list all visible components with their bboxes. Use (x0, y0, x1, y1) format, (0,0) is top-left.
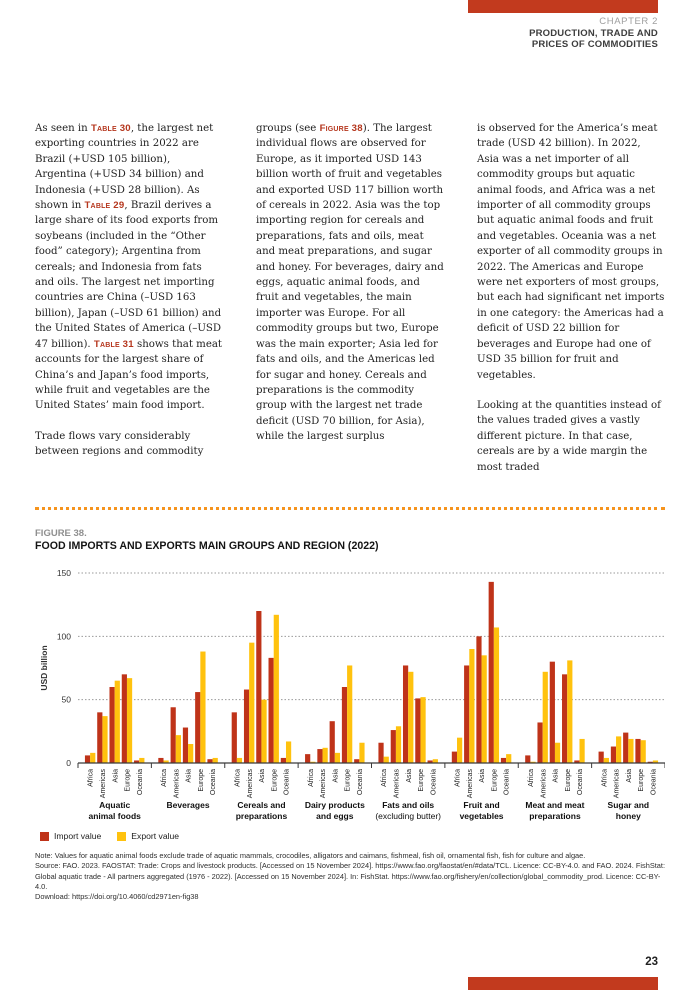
figure-number-label: FIGURE 38. (35, 528, 87, 539)
import-bar (158, 758, 163, 763)
import-bar (109, 687, 114, 763)
import-value-swatch (40, 832, 49, 841)
text-run: shows that meat accounts for the largest share of China’s and Japan’s food imports, while fruit and vegetables are the United States’ main food import. (35, 338, 223, 412)
figure-chart-area (35, 560, 665, 832)
import-bar (550, 662, 555, 763)
region-tick-label: Asia (185, 769, 193, 783)
import-bar (415, 698, 420, 763)
region-tick-label: Africa (527, 769, 535, 787)
chapter-title-line2: PRICES OF COMMODITIES (531, 39, 658, 50)
region-tick-label: Europe (271, 769, 279, 792)
region-tick-label: Americas (173, 769, 181, 799)
import-bar (330, 721, 335, 763)
region-tick-label: Oceania (136, 769, 144, 796)
import-bar (489, 582, 494, 763)
export-bar (127, 678, 132, 763)
article-column-1 (35, 121, 223, 490)
export-bar (543, 672, 548, 763)
y-axis-label: USD billion (39, 645, 49, 691)
group-label: Cereals and (237, 800, 286, 810)
export-bar (616, 736, 621, 763)
export-bar (469, 649, 474, 763)
region-tick-label: Europe (344, 769, 352, 792)
chapter-label: CHAPTER 2 (599, 16, 658, 27)
cross-reference: Table 29 (84, 200, 125, 212)
region-tick-label: Asia (259, 769, 267, 783)
import-bar (464, 665, 469, 763)
region-tick-label: Oceania (356, 769, 364, 796)
export-bar (482, 655, 487, 763)
export-bar (347, 665, 352, 763)
chart-legend (40, 831, 179, 841)
region-tick-label: Americas (246, 769, 254, 799)
note-text: Note: Values for aquatic animal foods exclude trade of aquatic mammals, crocodiles, alligators and caimans, fishmeal, fish oil, ornamental fish, fish for culture and algae. (35, 851, 586, 860)
paragraph (477, 398, 665, 475)
region-tick-label: Asia (112, 769, 120, 783)
import-bar (391, 730, 396, 763)
article-column-3 (477, 121, 665, 490)
export-bar (359, 743, 364, 763)
page-number: 23 (645, 956, 658, 968)
group-label: (excluding butter) (375, 811, 442, 821)
region-tick-label: Asia (332, 769, 340, 783)
export-bar (335, 753, 340, 763)
article-column-2 (256, 121, 444, 490)
export-bar (90, 753, 95, 763)
text-run: , Brazil derives a large share of its food exports from soybeans (included in the “Other food” category); Argentina from cereals; and Indonesia from fats and oils. The largest net importing countries are China (–USD 163 billion), Japan (–USD 61 billion) and the United States of America (–USD 47 billion). (35, 200, 222, 350)
chapter-title-line1: PRODUCTION, TRADE AND (529, 28, 658, 39)
y-tick-label: 150 (56, 568, 71, 578)
export-bar (396, 726, 401, 763)
region-tick-label: Oceania (430, 769, 438, 796)
export-bar (249, 643, 254, 763)
region-tick-label: Oceania (210, 769, 218, 796)
export-bar (261, 700, 266, 763)
export-bar (286, 741, 291, 763)
legend-item-import (40, 831, 101, 841)
cross-reference: Table 30 (90, 123, 131, 134)
import-bar (452, 752, 457, 763)
region-tick-label: Africa (381, 769, 389, 787)
paragraph (35, 121, 223, 414)
region-tick-label: Oceania (650, 769, 658, 796)
figure-notes (35, 851, 667, 902)
export-bar (628, 739, 633, 763)
import-bar (305, 754, 310, 763)
region-tick-label: Africa (307, 769, 315, 787)
import-bar (97, 712, 102, 763)
paragraph (256, 121, 444, 445)
group-label: Aquatic (99, 800, 131, 810)
export-bar (604, 758, 609, 763)
import-bar (317, 749, 322, 763)
import-bar (256, 611, 261, 763)
figure-title: FOOD IMPORTS AND EXPORTS MAIN GROUPS AND REGION (2022) (35, 540, 379, 552)
region-tick-label: Americas (613, 769, 621, 799)
group-label: Dairy products (304, 800, 365, 810)
import-bar (378, 743, 383, 763)
import-bar (525, 755, 530, 763)
region-tick-label: Africa (161, 769, 169, 787)
bottom-accent-bar (468, 977, 658, 990)
import-bar (599, 752, 604, 763)
y-tick-label: 100 (56, 631, 71, 642)
export-bar (555, 743, 560, 763)
region-tick-label: Americas (393, 769, 401, 799)
export-bar (188, 744, 193, 763)
download-link[interactable]: Download: https://doi.org/10.4060/cd2971en-fig38 (35, 892, 199, 902)
region-tick-label: Asia (625, 769, 633, 783)
import-bar (476, 636, 481, 763)
export-bar (102, 716, 107, 763)
import-bar (171, 707, 176, 763)
y-tick-label: 0 (66, 758, 71, 768)
import-bar (232, 712, 237, 763)
group-label: animal foods (88, 811, 141, 821)
export-bar (200, 652, 205, 763)
export-value-swatch (117, 832, 126, 841)
region-tick-label: Europe (491, 769, 499, 792)
import-bar (623, 733, 628, 763)
region-tick-label: Oceania (283, 769, 291, 796)
export-bar (213, 758, 218, 763)
region-tick-label: Europe (638, 769, 646, 792)
region-tick-label: Asia (479, 769, 487, 783)
import-bar (281, 758, 286, 763)
y-tick-label: 50 (61, 694, 71, 705)
region-tick-label: Africa (234, 769, 242, 787)
group-label: Meat and meat (525, 800, 585, 810)
figure-chart (35, 560, 665, 832)
region-tick-label: Oceania (577, 769, 585, 796)
text-run: Trade flows vary considerably between regions and commodity (35, 430, 204, 458)
import-bar (403, 665, 408, 763)
paragraph (35, 429, 223, 460)
region-tick-label: Europe (197, 769, 205, 792)
export-bar (567, 660, 572, 763)
region-tick-label: Africa (87, 769, 95, 787)
paragraph (477, 121, 665, 383)
group-label: vegetables (459, 811, 504, 821)
import-bar (85, 755, 90, 763)
export-bar (408, 672, 413, 763)
dotted-rule (35, 507, 665, 510)
group-label: honey (615, 811, 641, 821)
export-bar (579, 739, 584, 763)
import-bar (611, 747, 616, 763)
region-tick-label: Europe (418, 769, 426, 792)
legend-item-export (117, 831, 179, 841)
article-body (35, 121, 665, 490)
text-run: is observed for the America’s meat trade (USD 42 billion). In 2022, Asia was a net importer of all commodity groups but aquatic animal foods, and Africa was a net importer of all commodity groups but aquatic animal foods and fruit and vegetables. Oceania was a net exporter of all commodity groups in 2022. The Americas and Europe were net exporters of most groups, but each had significant net imports in one category: the Americas had a deficit of USD 22 billion for beverages and Europe had one of USD 35 billion for fruit and vegetables. (477, 123, 665, 381)
region-tick-label: Asia (405, 769, 413, 783)
source-text: Source: FAO. 2023. FAOSTAT: Trade: Crops and livestock products. [Accessed on 15 November 2024]. https://www.fao.org/faostat/en/#data/TCL. Licence: CC-BY-4.0. and FAO. 2024. FishStat: Global aquatic trade - All partners aggregated (1976 - 2022). [Accessed on 15 November 2024]. In: FishStat. https://www.fao.org/fishery/en/collection/global_commodity_prod. Licence: CC-BY-4.0. (35, 861, 666, 891)
group-label: Beverages (166, 800, 210, 810)
page-header (529, 16, 658, 50)
region-tick-label: Americas (540, 769, 548, 799)
text-run: , the largest net exporting countries in 2022 are Brazil (+USD 105 billion), Argentina (+USD 34 billion) and Indonesia (+USD 28 billion). As shown in (35, 123, 214, 212)
region-tick-label: Americas (100, 769, 108, 799)
region-tick-label: Oceania (503, 769, 511, 796)
region-tick-label: Africa (454, 769, 462, 787)
import-bar (635, 739, 640, 763)
region-tick-label: Africa (601, 769, 609, 787)
region-tick-label: Europe (564, 769, 572, 792)
text-run: ). The largest individual flows are observed for Europe, as it imported USD 143 billion worth of fruit and vegetables and exported USD 117 billion worth of cereals in 2022. Asia was the top importing region for cereals and preparations, fats and oils, meat and meat preparations, and sugar and honey. For beverages, dairy and eggs, aquatic animal foods, and fruit and vegetables, the main importer was Europe. For all commodity groups but two, Europe was the main exporter; Asia led for fats and oils, and the Americas led for sugar and honey. Cereals and preparations is the commodity group with the largest net trade deficit (USD 70 billion, for Asia), while the largest surplus (256, 123, 444, 443)
group-label: preparations (235, 811, 288, 821)
export-bar (641, 740, 646, 763)
import-bar (342, 687, 347, 763)
import-bar (537, 722, 542, 763)
group-label: Fruit and (463, 800, 500, 810)
region-tick-label: Europe (124, 769, 132, 792)
text-run: Looking at the quantities instead of the values traded gives a vastly different picture. In that case, cereals are by a wide margin the most traded (477, 399, 661, 473)
cross-reference: Table 31 (93, 338, 134, 350)
legend-import-label: Import value (54, 831, 102, 841)
export-bar (323, 748, 328, 763)
region-tick-label: Asia (552, 769, 560, 783)
export-bar (237, 758, 242, 763)
export-bar (115, 681, 120, 763)
import-bar (183, 728, 188, 763)
figure-header (35, 528, 379, 553)
export-bar (176, 735, 181, 763)
import-bar (122, 674, 127, 763)
import-bar (501, 758, 506, 763)
group-label: and eggs (316, 811, 354, 821)
text-run: groups (see (256, 123, 320, 134)
top-accent-bar (468, 0, 658, 13)
export-bar (274, 615, 279, 763)
import-bar (195, 692, 200, 763)
import-bar (269, 658, 274, 763)
export-bar (494, 627, 499, 763)
legend-export-label: Export value (131, 831, 180, 841)
import-bar (244, 690, 249, 763)
export-bar (420, 697, 425, 763)
group-label: Fats and oils (382, 800, 435, 810)
export-bar (506, 754, 511, 763)
group-label: preparations (529, 811, 581, 821)
cross-reference: Figure 38 (319, 123, 363, 134)
export-bar (384, 757, 389, 763)
region-tick-label: Americas (466, 769, 474, 799)
region-tick-label: Americas (320, 769, 328, 799)
export-bar (139, 758, 144, 763)
export-bar (457, 738, 462, 763)
import-bar (562, 674, 567, 763)
group-label: Sugar and (607, 800, 650, 810)
text-run: As seen in (35, 123, 91, 134)
